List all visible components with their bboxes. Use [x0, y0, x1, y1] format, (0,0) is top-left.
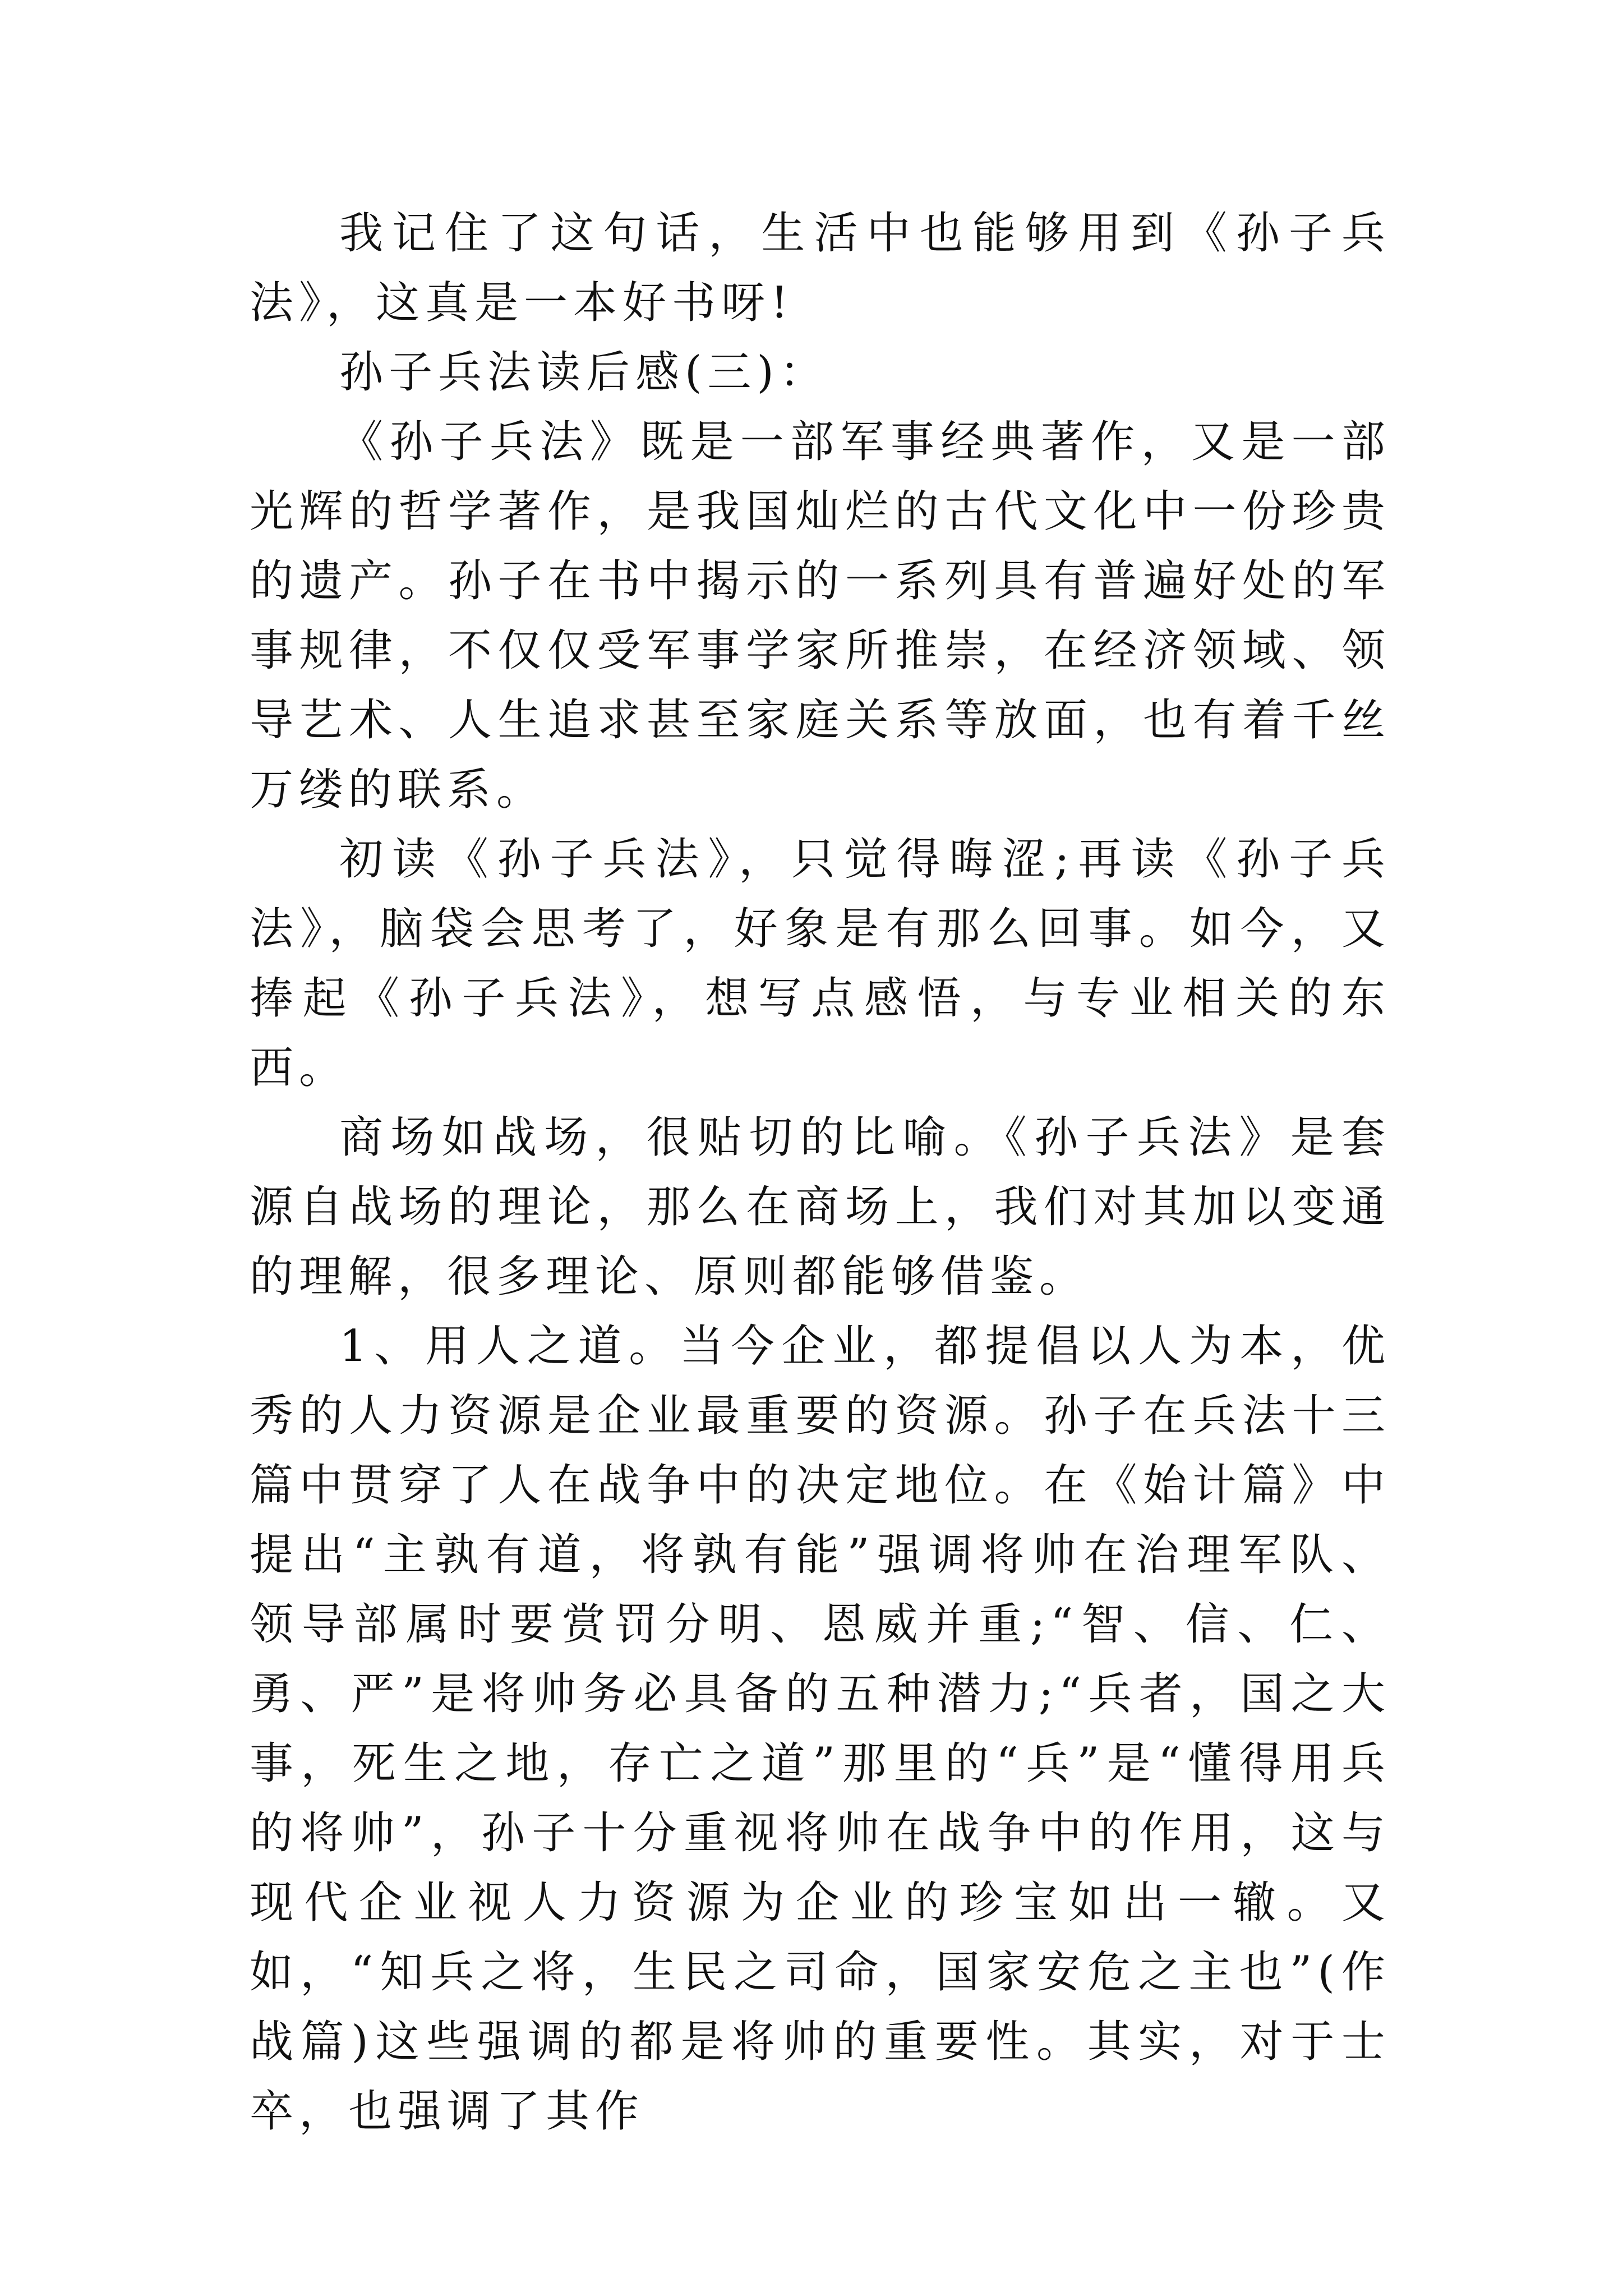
paragraph-reading-experience: 初读《孙子兵法》，只觉得晦涩;再读《孙子兵法》，脑袋会思考了，好象是有那么回事。如今，又捧起《孙子兵法》，想写点感悟，与专业相关的东西。: [250, 834, 1391, 1093]
paragraph-talent-management: 1、用人之道。当今企业，都提倡以人为本，优秀的人力资源是企业最重要的资源。孙子在兵法十三篇中贯穿了人在战争中的决定地位。在《始计篇》中提出“主孰有道，将孰有能”强调将帅在治理军队、领导部属时要赏罚分明、恩威并重;“智、信、仁、勇、严”是将帅务必具备的五种潜力;“兵者，国之大事，死生之地，存亡之道”那里的“兵”是“懂得用兵的将帅”，孙子十分重视将帅在战争中的作用，这与现代企业视人力资源为企业的珍宝如出一辙。又如，“知兵之将，生民之司命，国家安危之主也”(作战篇)这些强调的都是将帅的重要性。其实，对于士卒，也强调了其作: [250, 1321, 1391, 2137]
document-body: [250, 199, 1391, 2146]
paragraph-business-metaphor: 商场如战场，很贴切的比喻。《孙子兵法》是套源自战场的理论，那么在商场上，我们对其加以变通的理解，很多理论、原则都能够借鉴。: [250, 1112, 1391, 1302]
section-heading: 孙子兵法读后感(三)：: [339, 347, 829, 398]
paragraph-closing-remark: 我记住了这句话，生活中也能够用到《孙子兵法》，这真是一本好书呀!: [250, 208, 1391, 328]
paragraph-introduction: 《孙子兵法》既是一部军事经典著作，又是一部光辉的哲学著作，是我国灿烂的古代文化中一份珍贵的遗产。孙子在书中揭示的一系列具有普遍好处的军事规律，不仅仅受军事学家所推崇，在经济领域、领导艺术、人生追求甚至家庭关系等放面，也有着千丝万缕的联系。: [250, 417, 1391, 815]
